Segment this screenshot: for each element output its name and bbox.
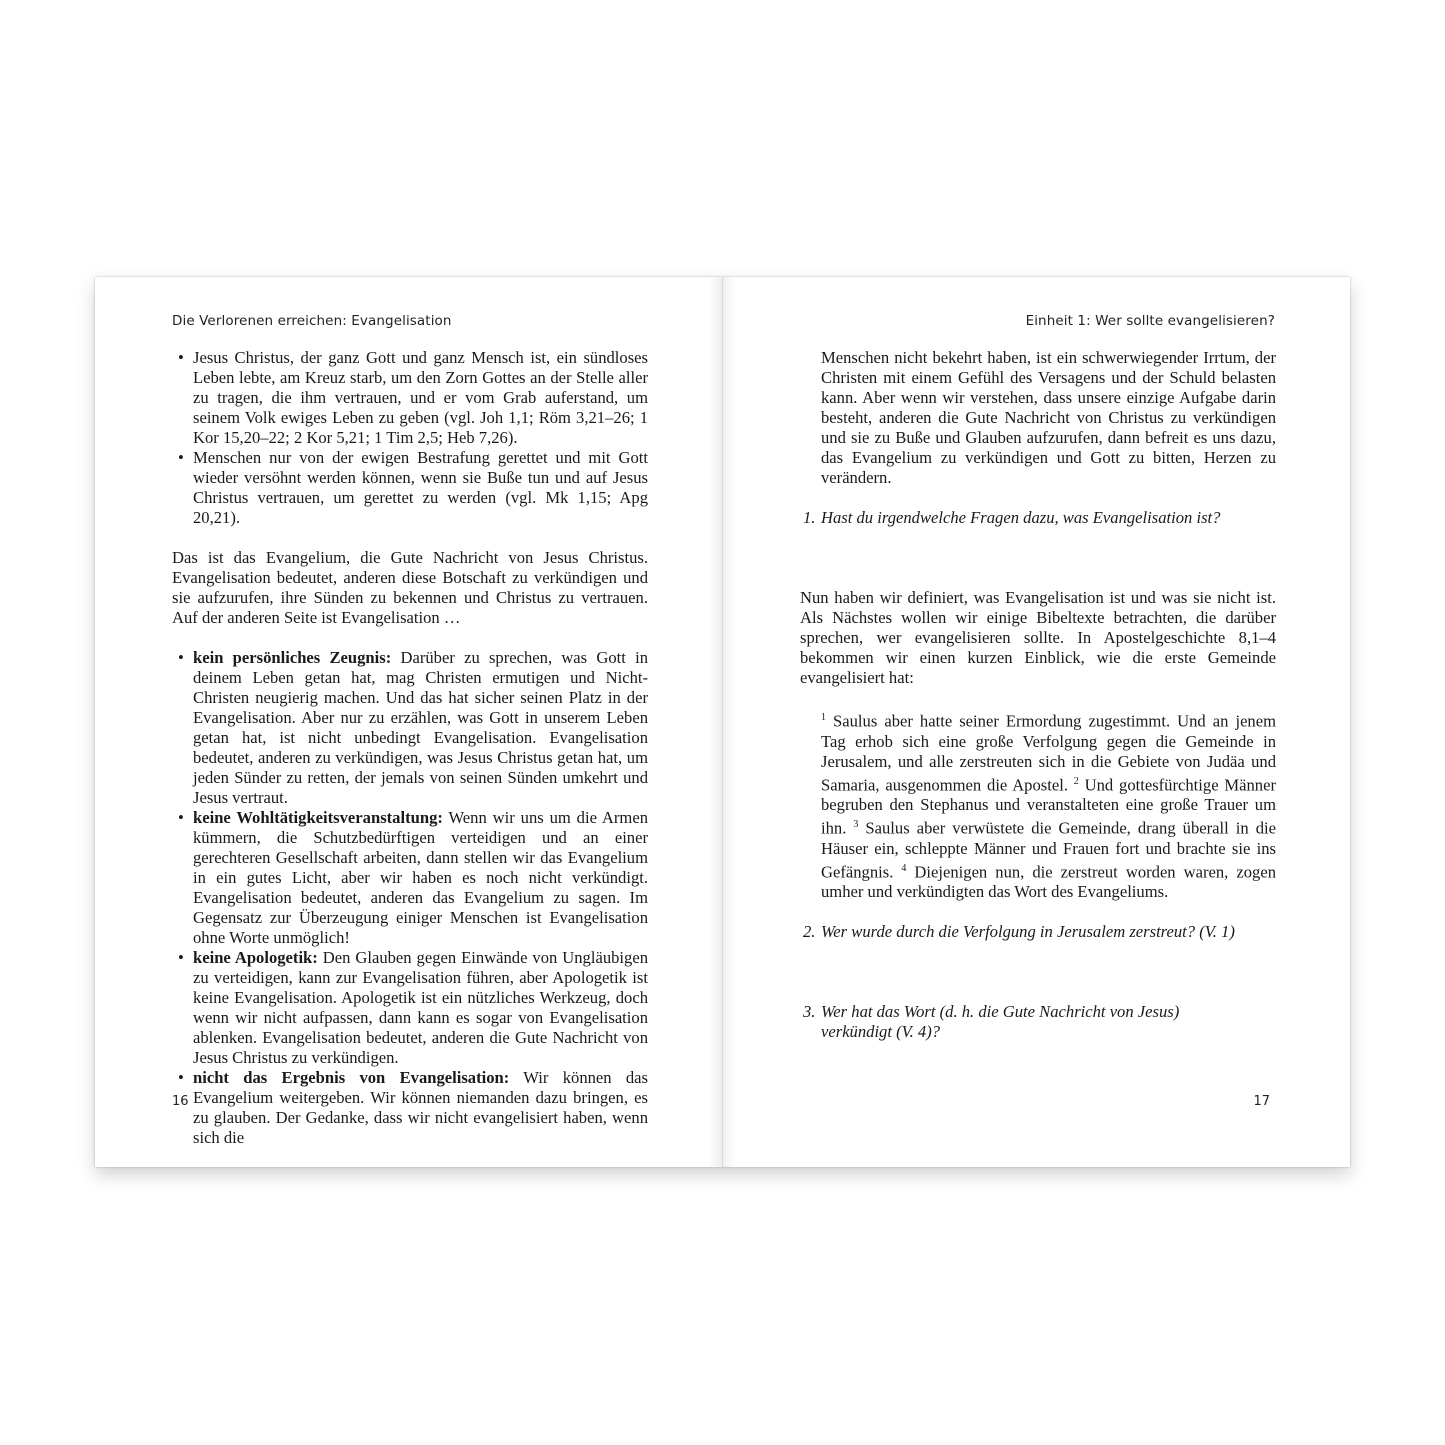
paragraph-intro-bible-text: Nun haben wir definiert, was Evangelisation ist und was sie nicht ist. Als Nächstes wollen wir einige Bibeltexte betrachten, die darüber sprechen, wer evangelisieren sollte. In Apostelgeschichte 8,1–4 bekommen wir einen kurzen Einblick, wie die erste Gemeinde evangelisiert hat: — [800, 588, 1276, 687]
question-text: Hast du irgendwelche Fragen dazu, was Evangelisation ist? — [821, 508, 1221, 527]
verse-number: 3 — [853, 819, 859, 831]
verse-number: 2 — [1073, 775, 1079, 787]
list-item-term: kein persönliches Zeugnis: — [193, 648, 392, 667]
paragraph-gospel-definition: Das ist das Evangelium, die Gute Nachricht von Jesus Christus. Evangelisation bedeutet, anderen diese Botschaft zu verkündigen und sie aufzurufen, ihre Sünden zu bekennen und Christus zu vertrauen. Auf der anderen Seite ist Evangelisation … — [172, 548, 648, 627]
list-item — [172, 1068, 648, 1148]
verse-text: Saulus aber hatte seiner Ermordung zugestimmt. Und an jenem Tag erhob sich eine große Verfolgung gegen die Gemeinde in Jerusalem, und alle zerstreuten sich in die Gebiete von Judäa und Samaria, ausgenommen die Apostel. — [821, 711, 1276, 795]
question-2 — [800, 922, 1276, 942]
list-item-term: keine Wohltätigkeitsveranstaltung: — [193, 808, 443, 827]
gutter-shadow — [723, 277, 735, 1167]
bullet-list-gospel — [172, 348, 648, 528]
list-item: • Menschen nur von der ewigen Bestrafung gerettet und mit Gott wieder versöhnt werden können, wenn sie Buße tun und auf Jesus Christus vertrauen, um gerettet zu werden (vgl. Mk 1,15; Apg 20,21). — [172, 448, 648, 528]
question-text: Wer hat das Wort (d. h. die Gute Nachricht von Jesus) verkündigt (V. 4)? — [821, 1002, 1180, 1042]
question-3 — [800, 1002, 1276, 1042]
verse-number: 4 — [901, 862, 907, 874]
question-number: 1. — [803, 508, 816, 527]
verse-text: Saulus aber verwüstete die Gemeinde, drang überall in die Häuser ein, schleppte Männer und Frauen fort und brachte sie ins Gefängnis. — [821, 818, 1276, 882]
left-page-body — [172, 348, 648, 1148]
list-item: • Jesus Christus, der ganz Gott und ganz Mensch ist, ein sündloses Leben lebte, am Kreuz starb, um den Zorn Gottes an der Stelle aller zu tragen, die ihm vertrauen, und er vom Grab auferstand, um seinem Volk ewiges Leben zu geben (vgl. Joh 1,1; Röm 3,21–26; 1 Kor 15,20–22; 2 Kor 5,21; 1 Tim 2,5; Heb 7,26). — [172, 348, 648, 448]
question-1 — [800, 508, 1276, 528]
right-page-body — [800, 348, 1276, 1042]
verse-text: Und gottesfürchtige Männer begruben den Stephanus und veranstalteten eine große Trauer um ihn. — [821, 775, 1276, 838]
list-item-term: nicht das Ergebnis von Evangelisation: — [193, 1068, 510, 1087]
bullet-list-not-evangelism — [172, 648, 648, 1148]
list-item — [172, 648, 648, 808]
list-item — [172, 808, 648, 948]
page-number-left: 16 — [172, 1094, 189, 1109]
question-number: 3. — [803, 1002, 816, 1022]
gutter-shadow — [708, 277, 722, 1167]
running-head-left: Die Verlorenen erreichen: Evangelisation — [172, 313, 452, 329]
list-item-term: keine Apologetik: — [193, 948, 318, 967]
list-item-text: Den Glauben gegen Einwände von Ungläubigen zu verteidigen, kann zur Evangelisation führen, aber Apologetik ist keine Evangelisation. Apologetik ist ein nützliches Werkzeug, doch wenn wir nicht aufpassen, dann kann es sogar von Evangelisation ablenken. Evangelisation bedeutet, anderen die Gute Nachricht von Jesus Christus zu verkündigen. — [193, 948, 648, 1067]
running-head-right: Einheit 1: Wer sollte evangelisieren? — [1025, 313, 1275, 329]
right-page — [723, 277, 1350, 1167]
verse-number: 1 — [821, 712, 826, 723]
left-page — [95, 277, 723, 1167]
verse-text: Diejenigen nun, die zerstreut worden waren, zogen umher und verkündigten das Wort des Evangeliums. — [821, 862, 1276, 902]
list-item-text: Wir können das Evangelium weitergeben. Wir können niemanden dazu bringen, es zu glauben. Der Gedanke, dass wir nicht evangelisiert haben, wenn sich die — [193, 1068, 648, 1147]
bible-quote — [800, 708, 1276, 902]
book-spread — [95, 277, 1350, 1167]
paragraph-continuation: Menschen nicht bekehrt haben, ist ein schwerwiegender Irrtum, der Christen mit einem Gefühl des Versagens und der Schuld belasten kann. Aber wenn wir verstehen, dass unsere einzige Aufgabe darin besteht, anderen die Gute Nachricht von Christus zu verkündigen und sie zu Buße und Glauben aufzurufen, dann befreit es uns dazu, das Evangelium zu verkündigen und Gott zu bitten, Herzen zu verändern. — [821, 348, 1276, 487]
question-text: Wer wurde durch die Verfolgung in Jerusalem zerstreut? (V. 1) — [821, 922, 1235, 942]
list-item-text: Wenn wir uns um die Armen kümmern, die Schutzbedürftigen verteidigen und an einer gerechteren Gesellschaft arbeiten, dann stellen wir das Evangelium in ein gutes Licht, aber wir haben es noch nicht verkündigt. Evangelisation bedeutet, anderen das Evangelium zu sagen. Im Gegensatz zur Überzeugung einiger Menschen ist Evangelisation ohne Worte unmöglich! — [193, 808, 648, 947]
list-item — [172, 948, 648, 1068]
list-item-text: Darüber zu sprechen, was Gott in deinem Leben getan hat, mag Christen ermutigen und Nicht-Christen neugierig machen. Und das hat sicher seinen Platz in der Evangelisation. Aber nur zu erzählen, was Gott in unserem Leben getan hat, ist nicht unbedingt Evangelisation. Evangelisation bedeutet, anderen zu verkündigen, was Jesus Christus getan hat, um jeden Sünder zu retten, der jemals von seinen Sünden umkehrt und Jesus vertraut. — [193, 648, 649, 807]
question-number: 2. — [803, 922, 816, 942]
page-number-right: 17 — [1253, 1094, 1270, 1109]
